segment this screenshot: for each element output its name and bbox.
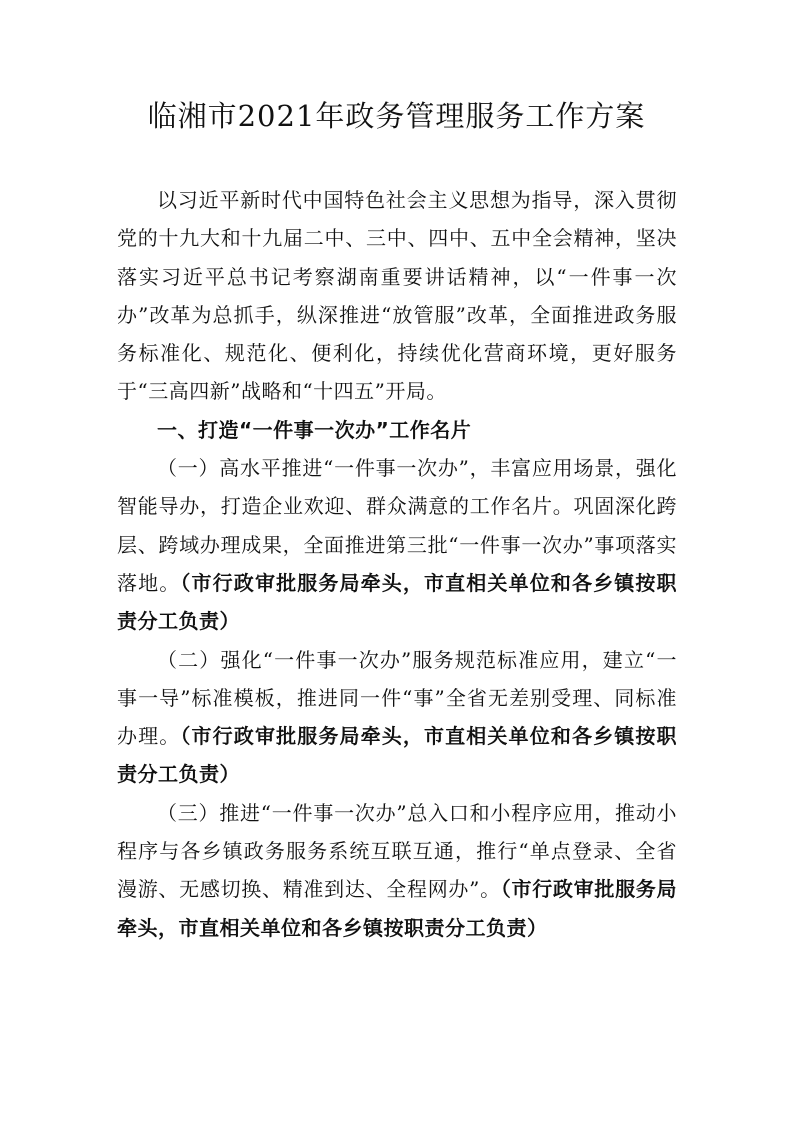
item-paragraph-1 — [117, 449, 677, 640]
item-responsibility: （市行政审批服务局牵头，市直相关单位和各乡镇按职责分工负责） — [117, 570, 678, 634]
item-text: （二）强化“一件事一次办”服务规范标准应用，建立“一事一导”标准模板，推进同一件“事”全省无差别受理、同标准办理。 — [117, 647, 677, 749]
item-responsibility: （市行政审批服务局牵头，市直相关单位和各乡镇按职责分工负责） — [117, 724, 678, 787]
item-text: （一）高水平推进“一件事一次办”，丰富应用场景，强化智能导办，打造企业欢迎、群众满意的工作名片。巩固深化跨层、跨域办理成果，全面推进第三批“一件事一次办”事项落实落地。 — [117, 456, 677, 595]
document-title: 临湘市2021年政务管理服务工作方案 — [147, 99, 646, 133]
item-responsibility: （市行政审批服务局牵头，市直相关单位和各乡镇按职责分工负责） — [117, 877, 678, 940]
item-paragraph-3 — [117, 794, 677, 947]
document-body — [117, 181, 677, 947]
item-paragraph-2 — [117, 641, 677, 794]
section-heading: 一、打造“一件事一次办”工作名片 — [157, 417, 472, 442]
intro-paragraph: 以习近平新时代中国特色社会主义思想为指导，深入贯彻党的十九大和十九届二中、三中、四中、五中全会精神，坚决落实习近平总书记考察湖南重要讲话精神，以“一件事一次办”改革为总抓手，纵深推进“放管服”改革，全面推进政务服务标准化、规范化、便利化，持续优化营商环境，更好服务于“三高四新”战略和“十四五”开局。 — [117, 188, 677, 404]
item-text: （三）推进“一件事一次办”总入口和小程序应用，推动小程序与各乡镇政务服务系统互联互通，推行“单点登录、全省漫游、无感切换、精准到达、全程网办”。 — [117, 800, 677, 902]
